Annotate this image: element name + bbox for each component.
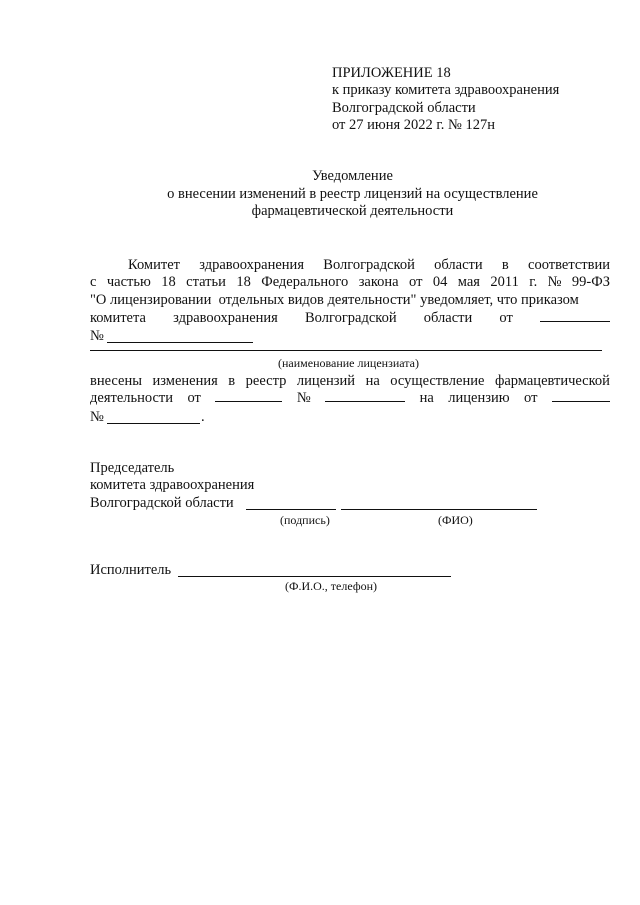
document-title-line3: фармацевтической деятельности xyxy=(251,203,454,219)
word: лицензию xyxy=(448,390,510,406)
word: комитета xyxy=(90,310,146,326)
word: с xyxy=(90,274,97,290)
word: мая xyxy=(457,274,480,290)
word: закона xyxy=(358,274,399,290)
header-date-line: от 27 июня 2022 г. № 127н xyxy=(332,117,495,133)
signer-title: Председатель xyxy=(90,460,175,476)
word: области xyxy=(423,310,473,326)
order-date-blank xyxy=(540,320,610,322)
licensee-name-line xyxy=(90,350,602,351)
paragraph-line-2 xyxy=(90,275,610,290)
word: 04 xyxy=(432,274,448,290)
signature-caption: (подпись) xyxy=(280,513,330,527)
order-number-label: № xyxy=(90,328,104,344)
word: 18 xyxy=(236,274,251,290)
word: соответствии xyxy=(528,257,610,273)
signer-region: Волгоградской области xyxy=(90,495,234,511)
word: г. xyxy=(529,274,538,290)
word: в xyxy=(501,257,509,273)
word: фармацевтической xyxy=(494,373,610,389)
executor-label: Исполнитель xyxy=(90,562,172,578)
word: Волгоградской xyxy=(305,310,397,326)
word: Федерального xyxy=(261,274,349,290)
change-number-blank xyxy=(325,400,405,402)
word: в xyxy=(228,373,236,389)
word: статьи xyxy=(186,274,226,290)
document-title: Уведомление xyxy=(312,168,393,184)
appendix-number: ПРИЛОЖЕНИЕ 18 xyxy=(332,65,451,81)
word: 99-ФЗ xyxy=(571,274,610,290)
executor-caption: (Ф.И.О., телефон) xyxy=(285,579,378,593)
paragraph-line-3: "О лицензировании отдельных видов деятельности" уведомляет, что приказом xyxy=(90,292,579,308)
word: области xyxy=(434,257,483,273)
word: осуществление xyxy=(390,373,485,389)
paragraph-line-5 xyxy=(90,374,610,389)
word: от xyxy=(409,274,423,290)
header-region-line: Волгоградской области xyxy=(332,100,476,116)
license-number-blank xyxy=(107,423,200,424)
word: № xyxy=(547,274,562,290)
word: 18 xyxy=(161,274,176,290)
licensee-caption: (наименование лицензиата) xyxy=(278,356,419,370)
order-number-blank xyxy=(107,342,253,343)
signer-name-line xyxy=(341,509,537,510)
word: здравоохранения xyxy=(199,257,304,273)
header-order-line: к приказу комитета здравоохранения xyxy=(332,82,560,98)
word: лицензий xyxy=(296,373,356,389)
license-date-blank xyxy=(552,400,610,402)
word: от xyxy=(499,310,513,326)
executor-line xyxy=(178,576,451,577)
license-number-label: № xyxy=(90,409,104,425)
sentence-end: . xyxy=(201,409,205,425)
word: реестр xyxy=(245,373,287,389)
paragraph-line-4 xyxy=(90,311,610,326)
signature-line xyxy=(246,509,336,510)
word: от xyxy=(524,390,538,406)
change-date-blank xyxy=(215,400,282,402)
word: изменения xyxy=(152,373,218,389)
word: от xyxy=(187,390,201,406)
word: 2011 xyxy=(490,274,519,290)
word: Волгоградской xyxy=(323,257,415,273)
word: здравоохранения xyxy=(173,310,278,326)
document-title-line2: о внесении изменений в реестр лицензий на осуществление xyxy=(167,186,538,202)
word: на xyxy=(419,390,434,406)
paragraph-line-1 xyxy=(128,258,610,273)
paragraph-line-6 xyxy=(90,391,610,406)
word: Комитет xyxy=(128,257,180,273)
word: внесены xyxy=(90,373,142,389)
signer-committee: комитета здравоохранения xyxy=(90,477,255,493)
word: на xyxy=(365,373,380,389)
word: деятельности xyxy=(90,390,174,406)
word: частью xyxy=(106,274,151,290)
signer-name-caption: (ФИО) xyxy=(438,513,473,527)
word: № xyxy=(296,390,311,406)
